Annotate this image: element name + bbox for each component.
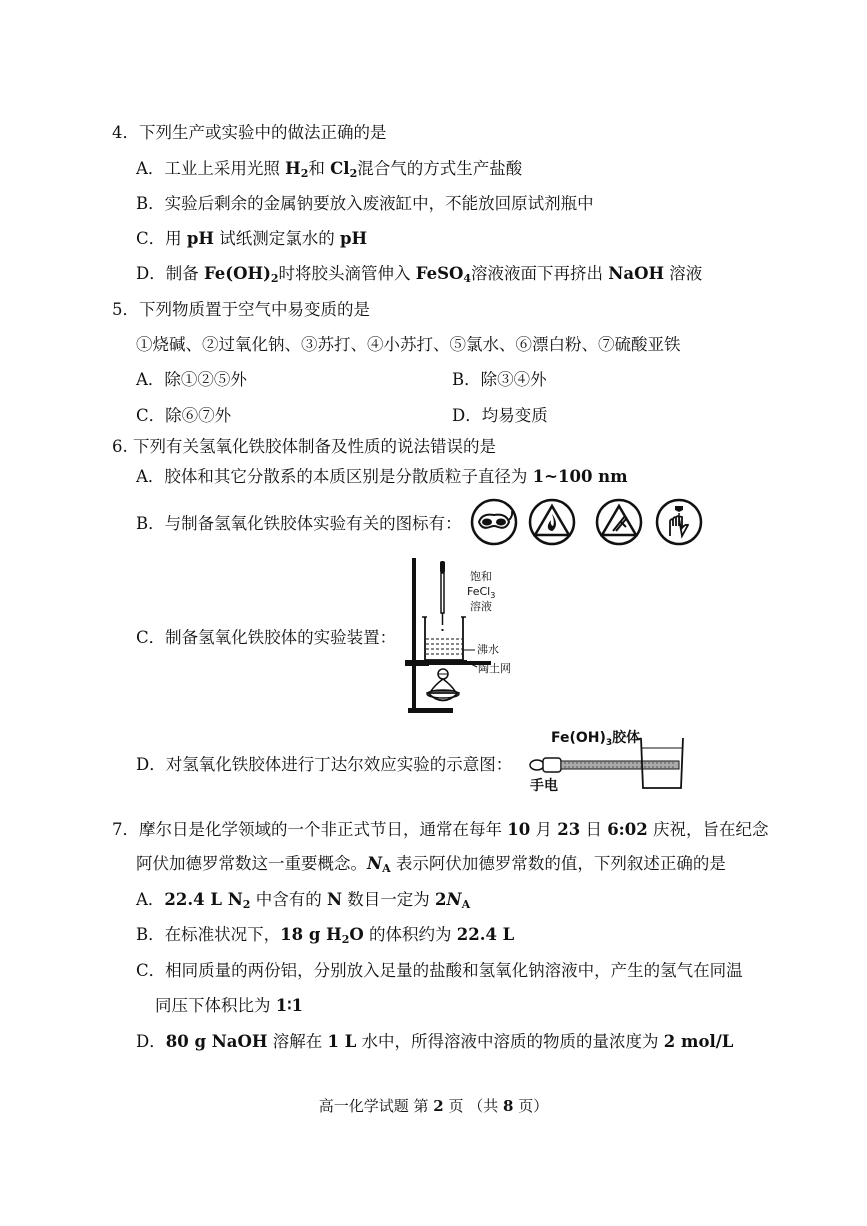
tyndall-flashlight-label: 手电 — [530, 778, 558, 794]
q7-stem-line1: 7．摩尔日是化学领域的一个非正式节日，通常在每年 10 月 23 日 6:02 庆祝，旨在纪念 — [112, 820, 769, 839]
q6-option-a: A．胶体和其它分散系的本质区别是分散质粒子直径为 1~100 nm — [136, 467, 628, 486]
colloid-preparation-apparatus — [395, 553, 540, 718]
q6-stem: 6. 下列有关氢氧化铁胶体制备及性质的说法错误的是 — [112, 437, 496, 456]
q4-option-b: B．实验后剩余的金属钠要放入废液缸中，不能放回原试剂瓶中 — [136, 194, 594, 213]
q6-option-b: B．与制备氢氧化铁胶体实验有关的图标有： — [136, 514, 462, 533]
apparatus-label-boiling-water: 沸水 — [477, 643, 499, 656]
q7-option-b: B．在标准状况下，18 g $H_2O$ 的体积约为 22.4 L — [136, 925, 515, 946]
q5-option-c: C．除⑥⑦外 — [136, 406, 232, 425]
q7-option-c-line1: C．相同质量的两份铝，分别放入足量的盐酸和氢氧化钠溶液中，产生的氢气在同温 — [136, 961, 743, 980]
apparatus-label-ceramic-gauze: 陶土网 — [478, 662, 511, 675]
q4-option-c: C．用 pH 试纸测定氯水的 pH — [136, 229, 368, 248]
q4-stem: 4．下列生产或实验中的做法正确的是 — [112, 123, 387, 142]
heating-flame-icon — [528, 498, 576, 546]
sharp-object-icon — [595, 498, 643, 546]
q4-option-d: D．制备 $Fe(OH)_2$时将胶头滴管伸入 FeSO$_4$溶液液面下再挤出 NaOH 溶液 — [136, 264, 703, 285]
apparatus-label-solution: 溶液 — [470, 600, 492, 613]
q5-substance-list: ①烧碱、②过氧化钠、③苏打、④小苏打、⑤氯水、⑥漂白粉、⑦硫酸亚铁 — [136, 335, 681, 354]
hand-washing-icon — [655, 498, 703, 546]
q4-option-a: A．工业上采用光照 $H_2$和 $Cl_2$混合气的方式生产盐酸 — [136, 159, 523, 180]
tyndall-colloid-label: $Fe(OH)_3$胶体 — [551, 730, 641, 748]
q5-stem: 5．下列物质置于空气中易变质的是 — [112, 300, 370, 319]
q5-option-a: A．除①②⑤外 — [136, 370, 247, 389]
apparatus-label-saturated: 饱和 — [470, 570, 492, 583]
page-footer: 高一化学试题 第 2 页 （共 8 页） — [318, 1097, 549, 1115]
q7-stem-line2: 阿伏加德罗常数这一重要概念。$N_A$ 表示阿伏加德罗常数的值，下列叙述正确的是 — [136, 854, 726, 875]
goggles-icon — [470, 498, 518, 546]
apparatus-label-fecl3: FeCl$_3$ — [467, 585, 496, 600]
q5-option-d: D．均易变质 — [452, 406, 548, 425]
q7-option-a: A．22.4 L $N_2$ 中含有的 N 数目一定为 $2N_A$ — [136, 890, 471, 911]
q7-option-d: D．80 g NaOH 溶解在 1 L 水中，所得溶液中溶质的物质的量浓度为 2 mol/L — [136, 1032, 734, 1051]
q6-option-c: C．制备氢氧化铁胶体的实验装置： — [136, 628, 397, 647]
q7-option-c-line2: 同压下体积比为 1∶1 — [155, 996, 304, 1015]
q6-option-d: D．对氢氧化铁胶体进行丁达尔效应实验的示意图： — [136, 755, 513, 774]
q5-option-b: B．除③④外 — [452, 370, 547, 389]
